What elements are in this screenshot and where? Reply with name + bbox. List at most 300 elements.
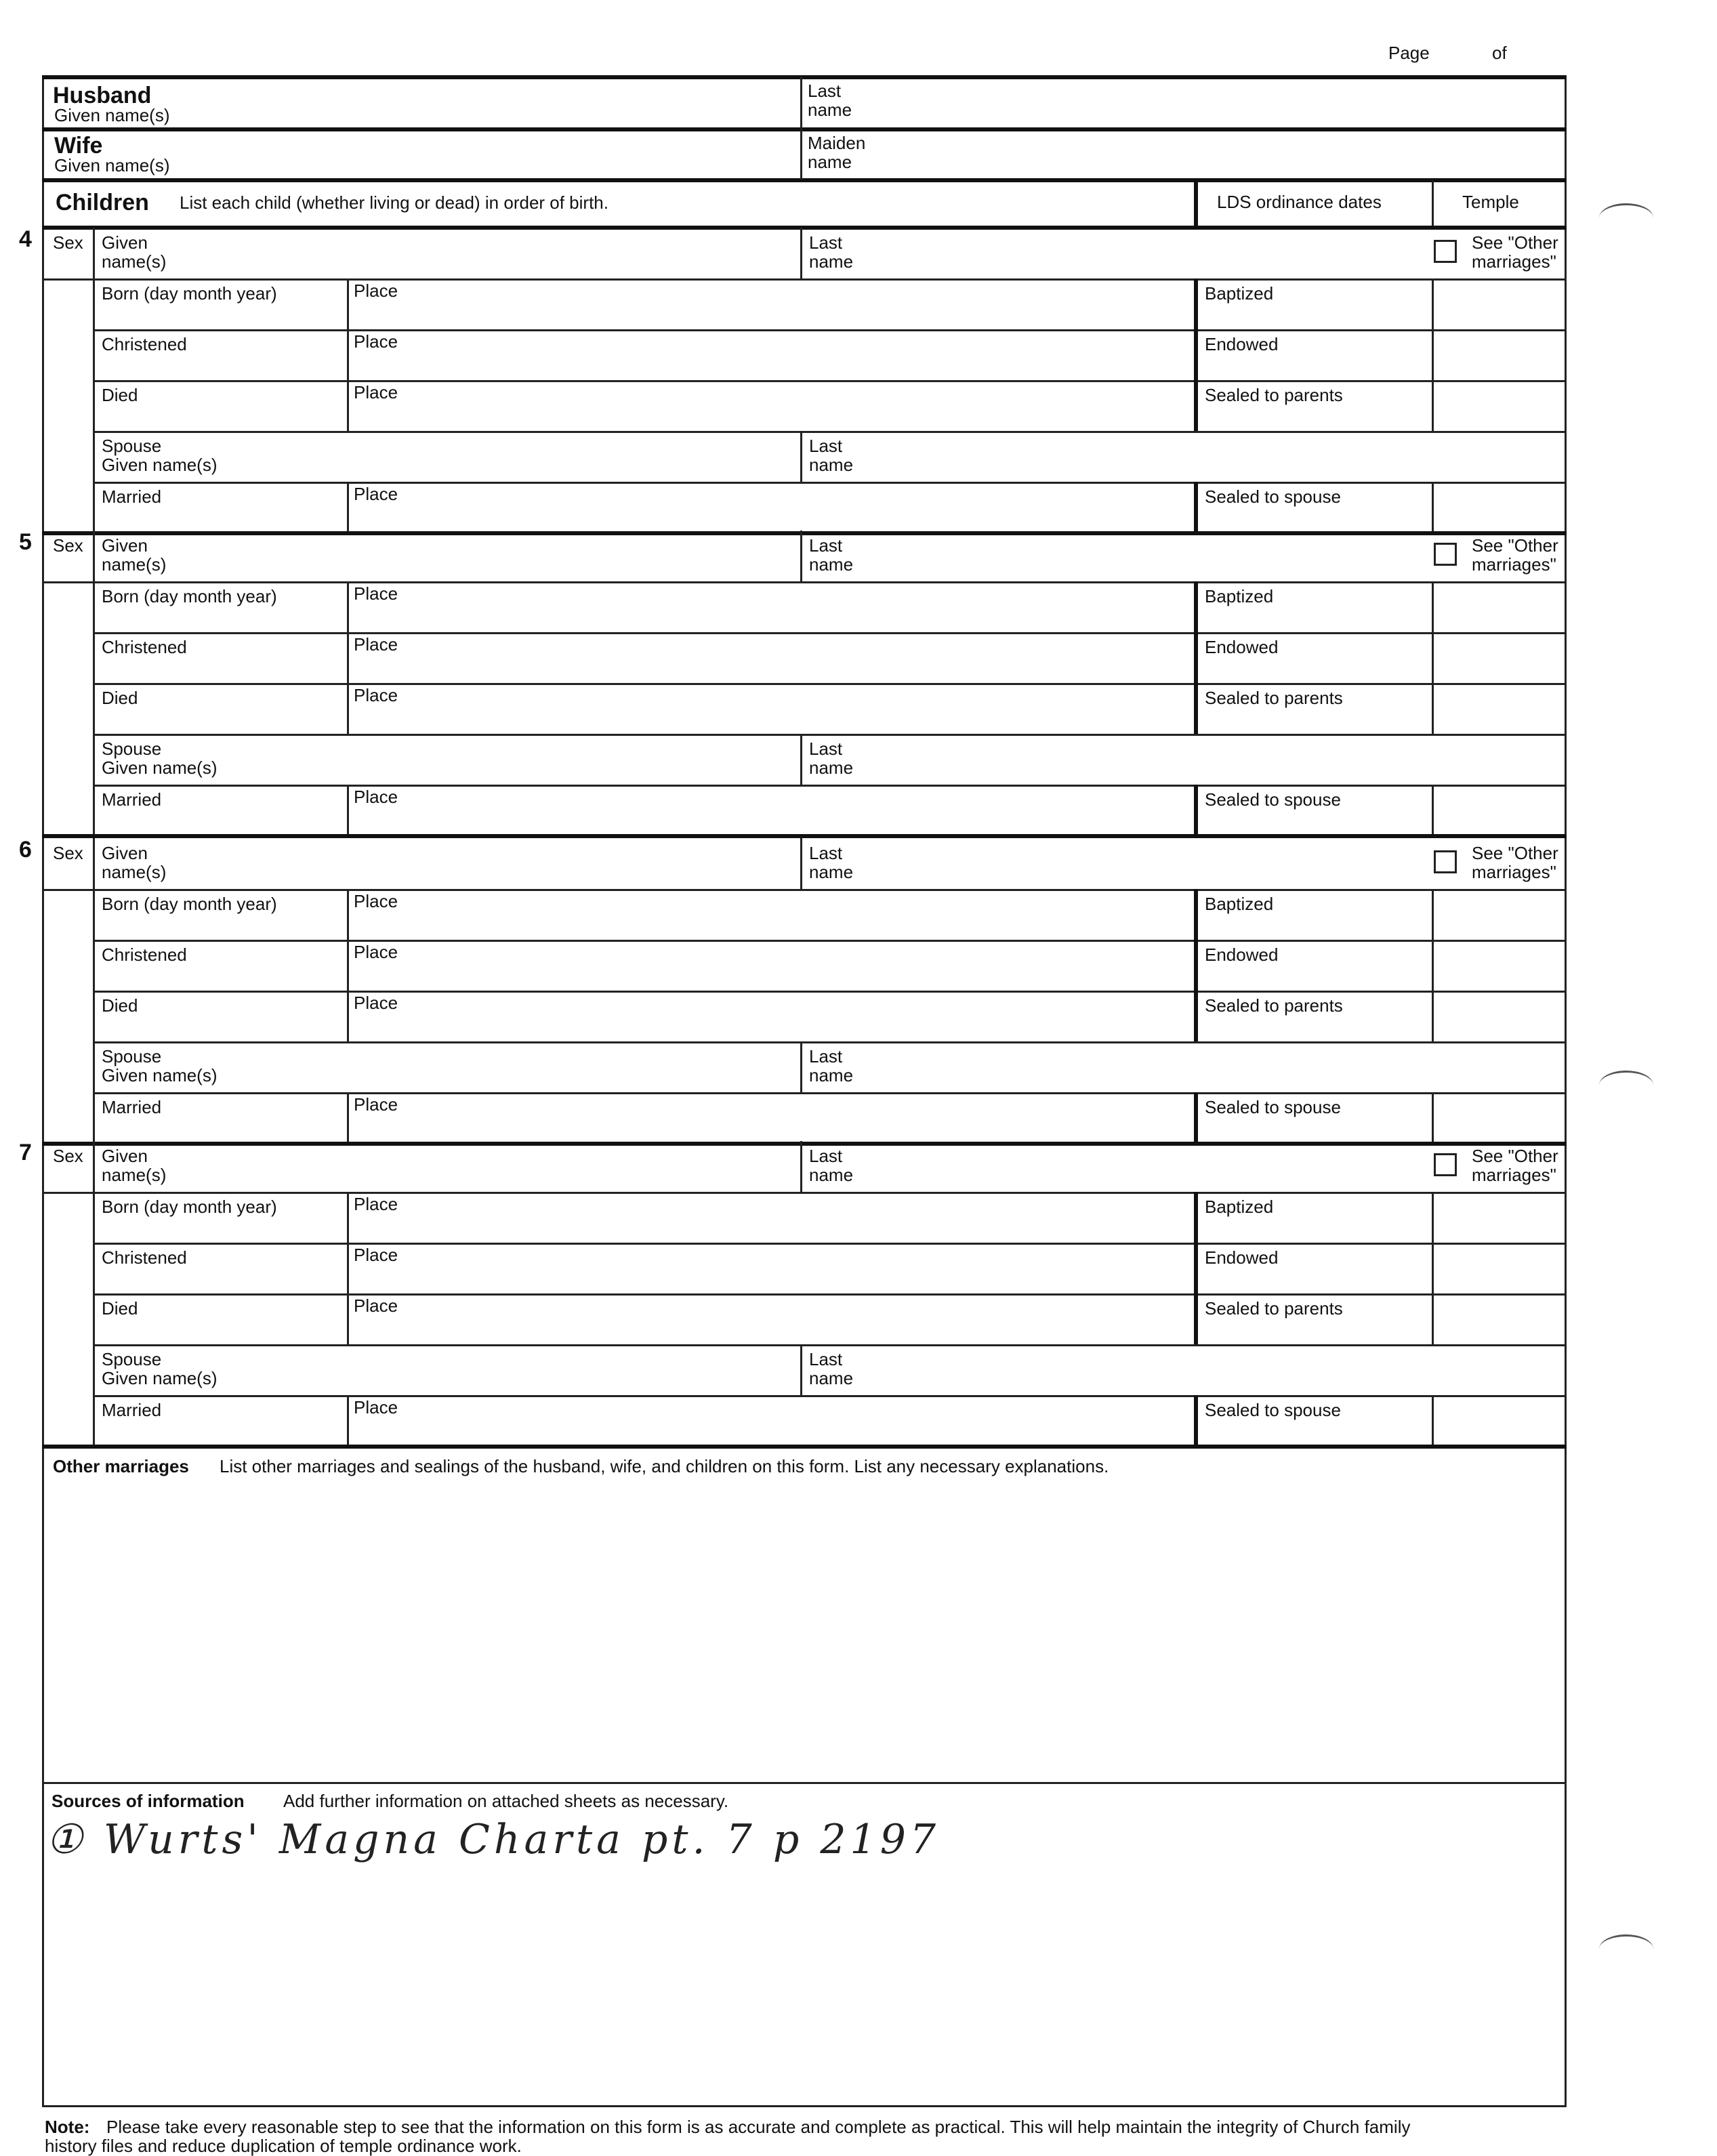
divider: [1432, 1243, 1434, 1293]
divider: [347, 581, 349, 632]
divider: [1194, 380, 1198, 431]
place-label: Place: [354, 1245, 398, 1265]
place-label: Place: [354, 1397, 398, 1417]
sealed_parents-temple-field[interactable]: [1440, 690, 1558, 727]
christened-date-field[interactable]: [102, 659, 339, 680]
divider: [347, 1243, 349, 1293]
divider: [1194, 1092, 1198, 1143]
endowed-date-field[interactable]: [1206, 659, 1423, 680]
died-date-field[interactable]: [102, 407, 339, 428]
baptized-date-field[interactable]: [1206, 306, 1423, 326]
sex-label: Sex: [53, 535, 83, 556]
divider: [93, 482, 1567, 484]
sex-label: Sex: [53, 232, 83, 253]
born-place-field[interactable]: [407, 285, 1186, 323]
see-other-label-2: marriages": [1472, 554, 1556, 575]
divider: [347, 785, 349, 835]
sources-handwritten-entry: ① Wurts' Magna Charta pt. 7 p 2197: [46, 1816, 940, 1863]
divider: [93, 734, 1567, 736]
divider: [1432, 785, 1434, 835]
spouse-last-field[interactable]: [874, 741, 1552, 781]
spouse-label-1: Spouse: [102, 1349, 162, 1369]
endowed-label: Endowed: [1205, 334, 1279, 354]
spouse-last-label-2: name: [809, 758, 854, 778]
born-date-field[interactable]: [102, 608, 339, 629]
married-place-field[interactable]: [407, 1099, 1186, 1136]
wife-given-field[interactable]: [271, 134, 786, 175]
sources-field[interactable]: [47, 1877, 1558, 2100]
divider: [93, 1141, 95, 1192]
sealed_parents-temple-field[interactable]: [1440, 1300, 1558, 1338]
sex-field[interactable]: [47, 865, 88, 887]
children-instruction: List each child (whether living or dead) in order of birth.: [180, 192, 608, 213]
endowed-temple-field[interactable]: [1440, 1249, 1558, 1287]
given-name-field[interactable]: [203, 1148, 793, 1188]
husband-given-label: Given name(s): [54, 105, 170, 125]
last-label-1: Last: [809, 232, 843, 253]
sealed_parents-label: Sealed to parents: [1205, 688, 1343, 708]
last-label-1: Last: [809, 843, 843, 863]
husband-last-label-1: Last: [808, 81, 842, 101]
divider: [93, 1293, 1567, 1295]
died-label: Died: [102, 995, 138, 1016]
endowed-date-field[interactable]: [1206, 356, 1423, 377]
married-date-field[interactable]: [102, 812, 339, 832]
sealed_parents-label: Sealed to parents: [1205, 1298, 1343, 1319]
divider: [93, 1243, 1567, 1245]
given-name-field[interactable]: [203, 537, 793, 578]
divider: [800, 228, 802, 278]
divider: [1194, 1395, 1198, 1446]
born-date-field[interactable]: [102, 306, 339, 326]
spouse-last-label-2: name: [809, 1065, 854, 1085]
divider: [1432, 278, 1434, 329]
divider: [1432, 940, 1434, 991]
divider: [93, 1092, 1567, 1094]
child-number: 5: [19, 529, 32, 555]
sex-field[interactable]: [47, 558, 88, 579]
spouse-label-1: Spouse: [102, 436, 162, 456]
died-date-field[interactable]: [102, 710, 339, 730]
spouse-last-label-1: Last: [809, 1046, 843, 1066]
last-name-field[interactable]: [874, 234, 1416, 275]
married-place-field[interactable]: [407, 1402, 1186, 1439]
died-label: Died: [102, 385, 138, 405]
given-label-1: Given: [102, 535, 148, 556]
died-place-field[interactable]: [407, 997, 1186, 1035]
endowed-date-field[interactable]: [1206, 1270, 1423, 1290]
baptized-date-field[interactable]: [1206, 1219, 1423, 1239]
place-label: Place: [354, 382, 398, 402]
given-label-2: name(s): [102, 1165, 167, 1185]
divider: [1194, 785, 1198, 835]
spouse-given-field[interactable]: [271, 741, 793, 781]
divider: [42, 889, 1567, 891]
endowed-date-field[interactable]: [1206, 967, 1423, 987]
divider: [1432, 1293, 1434, 1344]
spouse-last-label-2: name: [809, 455, 854, 475]
married-label: Married: [102, 1097, 162, 1117]
baptized-temple-field[interactable]: [1440, 1199, 1558, 1236]
husband-title: Husband: [53, 83, 152, 108]
other-marriages-title: Other marriages: [53, 1456, 189, 1476]
divider: [93, 785, 1567, 787]
divider: [1194, 581, 1198, 632]
see-other-label-2: marriages": [1472, 1165, 1556, 1185]
spouse-given-field[interactable]: [271, 438, 793, 478]
sealed-spouse-label: Sealed to spouse: [1205, 1097, 1341, 1117]
died-place-field[interactable]: [407, 690, 1186, 727]
sealed-spouse-label: Sealed to spouse: [1205, 1400, 1341, 1420]
divider: [93, 431, 1567, 433]
binder-hole-mark: [1599, 1071, 1653, 1100]
divider: [1432, 1192, 1434, 1243]
see-other-label-1: See "Other: [1472, 535, 1558, 556]
place-label: Place: [354, 634, 398, 655]
baptized-temple-field[interactable]: [1440, 588, 1558, 625]
divider: [42, 278, 1567, 281]
died-label: Died: [102, 1298, 138, 1319]
note-label: Note:: [45, 2117, 90, 2137]
place-label: Place: [354, 331, 398, 352]
divider: [1432, 1092, 1434, 1143]
divider: [93, 1041, 1567, 1043]
divider: [1432, 380, 1434, 431]
divider: [1194, 889, 1198, 940]
divider: [347, 1092, 349, 1143]
sealed-spouse-temple-field[interactable]: [1440, 791, 1558, 829]
sources-title: Sources of information: [51, 1791, 245, 1811]
sealed_parents-date-field[interactable]: [1206, 710, 1423, 730]
died-date-field[interactable]: [102, 1321, 339, 1341]
divider: [93, 380, 1567, 382]
given-label-1: Given: [102, 232, 148, 253]
sex-field[interactable]: [47, 1168, 88, 1190]
divider: [93, 531, 95, 581]
other-marriages-instruction: List other marriages and sealings of the husband, wife, and children on this form. List any necessary explanations.: [220, 1456, 1109, 1476]
last-name-field[interactable]: [874, 537, 1416, 578]
endowed-temple-field[interactable]: [1440, 336, 1558, 373]
divider: [1432, 329, 1434, 380]
see-other-label-2: marriages": [1472, 862, 1556, 882]
last-name-field[interactable]: [874, 1148, 1416, 1188]
endowed-temple-field[interactable]: [1440, 947, 1558, 984]
born-date-field[interactable]: [102, 916, 339, 936]
divider: [800, 531, 802, 581]
divider: [1194, 1293, 1198, 1344]
spouse-label-2: Given name(s): [102, 1065, 218, 1085]
divider: [93, 278, 95, 533]
born-place-field[interactable]: [407, 1199, 1186, 1236]
christened-place-field[interactable]: [407, 947, 1186, 984]
divider: [93, 329, 1567, 331]
binder-hole-mark: [1599, 203, 1653, 232]
child-number: 4: [19, 226, 32, 252]
other-marriages-field[interactable]: [47, 1484, 1558, 1775]
sealed_parents-label: Sealed to parents: [1205, 995, 1343, 1016]
see-other-label-1: See "Other: [1472, 232, 1558, 253]
married-date-field[interactable]: [102, 509, 339, 529]
child-block-bottom-rule: [42, 1445, 1567, 1449]
baptized-label: Baptized: [1205, 894, 1274, 914]
divider: [347, 1293, 349, 1344]
children-title: Children: [56, 190, 149, 215]
place-label: Place: [354, 1295, 398, 1316]
sealed_parents-temple-field[interactable]: [1440, 997, 1558, 1035]
christened-label: Christened: [102, 945, 187, 965]
christened-place-field[interactable]: [407, 336, 1186, 373]
binder-hole-mark: [1599, 1934, 1653, 1964]
divider: [347, 1395, 349, 1446]
see-other-label-2: marriages": [1472, 251, 1556, 272]
see-other-label-1: See "Other: [1472, 843, 1558, 863]
divider: [93, 683, 1567, 685]
divider: [1432, 889, 1434, 940]
place-label: Place: [354, 281, 398, 301]
last-label-2: name: [809, 862, 854, 882]
lds-ordinance-dates-label: LDS ordinance dates: [1217, 192, 1382, 212]
sealed-spouse-date-field[interactable]: [1206, 812, 1423, 832]
baptized-label: Baptized: [1205, 283, 1274, 304]
divider: [800, 431, 802, 482]
sealed_parents-label: Sealed to parents: [1205, 385, 1343, 405]
spouse-last-field[interactable]: [874, 1351, 1552, 1392]
divider: [347, 683, 349, 734]
divider: [93, 228, 95, 278]
died-place-field[interactable]: [407, 1300, 1186, 1338]
christened-place-field[interactable]: [407, 639, 1186, 676]
child-number: 6: [19, 837, 32, 863]
sealed-spouse-date-field[interactable]: [1206, 1119, 1423, 1140]
born-place-field[interactable]: [407, 588, 1186, 625]
temple-label: Temple: [1462, 192, 1519, 212]
sealed-spouse-date-field[interactable]: [1206, 1422, 1423, 1443]
died-date-field[interactable]: [102, 1018, 339, 1038]
divider: [93, 1395, 1567, 1397]
divider: [93, 632, 1567, 634]
divider: [1194, 632, 1198, 683]
died-place-field[interactable]: [407, 387, 1186, 424]
sealed-spouse-label: Sealed to spouse: [1205, 789, 1341, 810]
child-block-bottom-rule: [42, 834, 1567, 838]
endowed-temple-field[interactable]: [1440, 639, 1558, 676]
baptized-date-field[interactable]: [1206, 608, 1423, 629]
divider: [1432, 991, 1434, 1041]
last-name-field[interactable]: [874, 845, 1416, 886]
baptized-date-field[interactable]: [1206, 916, 1423, 936]
see-other-marriages-checkbox[interactable]: [1434, 1153, 1457, 1176]
divider: [42, 581, 1567, 583]
sealed_parents-temple-field[interactable]: [1440, 387, 1558, 424]
spouse-last-field[interactable]: [874, 1048, 1552, 1089]
place-label: Place: [354, 1094, 398, 1115]
born-label: Born (day month year): [102, 1197, 277, 1217]
note-text-1: Please take every reasonable step to see that the information on this form is as accurate and complete as practical. This will help maintain the integrity of Church family: [106, 2117, 1411, 2137]
born-place-field[interactable]: [407, 896, 1186, 933]
given-name-field[interactable]: [203, 845, 793, 886]
divider: [1194, 940, 1198, 991]
child-block-bottom-rule: [42, 531, 1567, 535]
of-label: of: [1492, 43, 1507, 63]
given-label-2: name(s): [102, 251, 167, 272]
spouse-given-field[interactable]: [271, 1351, 793, 1392]
divider: [93, 940, 1567, 942]
given-name-field[interactable]: [203, 234, 793, 275]
see-other-marriages-checkbox[interactable]: [1434, 850, 1457, 873]
wife-maiden-label-1: Maiden: [808, 133, 866, 153]
place-label: Place: [354, 942, 398, 962]
top-heavy-rule: [42, 75, 1567, 79]
divider: [1432, 1395, 1434, 1446]
baptized-temple-field[interactable]: [1440, 896, 1558, 933]
spouse-last-label-2: name: [809, 1368, 854, 1388]
divider: [347, 380, 349, 431]
husband-last-field[interactable]: [867, 83, 1552, 123]
place-label: Place: [354, 993, 398, 1013]
spouse-last-field[interactable]: [874, 438, 1552, 478]
divider: [1194, 1243, 1198, 1293]
last-label-2: name: [809, 1165, 854, 1185]
married-label: Married: [102, 789, 162, 810]
divider: [1194, 278, 1198, 329]
see-other-marriages-checkbox[interactable]: [1434, 240, 1457, 263]
divider: [93, 889, 95, 1143]
divider: [93, 991, 1567, 993]
endowed-label: Endowed: [1205, 945, 1279, 965]
married-place-field[interactable]: [407, 489, 1186, 526]
endowed-label: Endowed: [1205, 637, 1279, 657]
married-date-field[interactable]: [102, 1422, 339, 1443]
given-label-1: Given: [102, 843, 148, 863]
husband-given-field[interactable]: [271, 83, 786, 123]
endowed-label: Endowed: [1205, 1247, 1279, 1268]
place-label: Place: [354, 583, 398, 604]
died-label: Died: [102, 688, 138, 708]
born-label: Born (day month year): [102, 894, 277, 914]
divider: [347, 329, 349, 380]
sealed-spouse-date-field[interactable]: [1206, 509, 1423, 529]
divider: [1432, 482, 1434, 533]
divider: [347, 482, 349, 533]
married-label: Married: [102, 1400, 162, 1420]
christened-date-field[interactable]: [102, 967, 339, 987]
divider: [1194, 683, 1198, 734]
married-date-field[interactable]: [102, 1119, 339, 1140]
husband-last-label-2: name: [808, 100, 852, 120]
spouse-last-label-1: Last: [809, 1349, 843, 1369]
divider: [93, 1192, 95, 1446]
wife-maiden-field[interactable]: [867, 134, 1552, 175]
last-label-1: Last: [809, 1146, 843, 1166]
christened-label: Christened: [102, 334, 187, 354]
sex-label: Sex: [53, 1146, 83, 1166]
divider: [800, 838, 802, 889]
divider: [93, 1344, 1567, 1346]
married-label: Married: [102, 486, 162, 507]
divider: [347, 632, 349, 683]
wife-given-label: Given name(s): [54, 155, 170, 175]
divider: [347, 940, 349, 991]
given-label-2: name(s): [102, 554, 167, 575]
spouse-label-2: Given name(s): [102, 758, 218, 778]
christened-date-field[interactable]: [102, 356, 339, 377]
last-label-2: name: [809, 251, 854, 272]
divider: [347, 991, 349, 1041]
sealed-spouse-temple-field[interactable]: [1440, 1099, 1558, 1136]
sealed-spouse-temple-field[interactable]: [1440, 1402, 1558, 1439]
sealed_parents-date-field[interactable]: [1206, 1321, 1423, 1341]
divider: [347, 889, 349, 940]
born-label: Born (day month year): [102, 586, 277, 606]
divider: [1194, 329, 1198, 380]
divider: [1432, 683, 1434, 734]
see-other-label-1: See "Other: [1472, 1146, 1558, 1166]
divider: [1432, 632, 1434, 683]
baptized-temple-field[interactable]: [1440, 285, 1558, 323]
sealed_parents-date-field[interactable]: [1206, 1018, 1423, 1038]
christened-label: Christened: [102, 637, 187, 657]
divider: [1194, 1192, 1198, 1243]
spouse-last-label-1: Last: [809, 436, 843, 456]
sex-field[interactable]: [47, 255, 88, 276]
child-block-bottom-rule: [42, 1142, 1567, 1146]
sealed-spouse-temple-field[interactable]: [1440, 489, 1558, 526]
place-label: Place: [354, 891, 398, 911]
divider: [1194, 991, 1198, 1041]
christened-date-field[interactable]: [102, 1270, 339, 1290]
divider: [93, 838, 95, 889]
christened-place-field[interactable]: [407, 1249, 1186, 1287]
note-text-2: history files and reduce duplication of temple ordinance work.: [45, 2136, 522, 2156]
divider: [347, 1192, 349, 1243]
wife-maiden-label-2: name: [808, 152, 852, 172]
given-label-1: Given: [102, 1146, 148, 1166]
spouse-last-label-1: Last: [809, 739, 843, 759]
place-label: Place: [354, 1194, 398, 1214]
sources-instruction: Add further information on attached sheets as necessary.: [283, 1791, 729, 1811]
place-label: Place: [354, 787, 398, 807]
divider: [800, 1344, 802, 1395]
born-label: Born (day month year): [102, 283, 277, 304]
spouse-label-1: Spouse: [102, 739, 162, 759]
see-other-marriages-checkbox[interactable]: [1434, 543, 1457, 566]
christened-label: Christened: [102, 1247, 187, 1268]
baptized-label: Baptized: [1205, 586, 1274, 606]
divider: [42, 1192, 1567, 1194]
sealed_parents-date-field[interactable]: [1206, 407, 1423, 428]
spouse-label-2: Given name(s): [102, 1368, 218, 1388]
divider: [800, 1141, 802, 1192]
last-label-2: name: [809, 554, 854, 575]
given-label-2: name(s): [102, 862, 167, 882]
married-place-field[interactable]: [407, 791, 1186, 829]
divider: [347, 278, 349, 329]
last-label-1: Last: [809, 535, 843, 556]
baptized-label: Baptized: [1205, 1197, 1274, 1217]
page-label: Page: [1388, 43, 1430, 63]
born-date-field[interactable]: [102, 1219, 339, 1239]
wife-title: Wife: [54, 133, 103, 159]
divider: [800, 1041, 802, 1092]
divider: [1194, 482, 1198, 533]
divider: [1432, 581, 1434, 632]
sex-label: Sex: [53, 843, 83, 863]
place-label: Place: [354, 685, 398, 705]
spouse-label-2: Given name(s): [102, 455, 218, 475]
divider: [93, 581, 95, 835]
spouse-label-1: Spouse: [102, 1046, 162, 1066]
spouse-given-field[interactable]: [271, 1048, 793, 1089]
